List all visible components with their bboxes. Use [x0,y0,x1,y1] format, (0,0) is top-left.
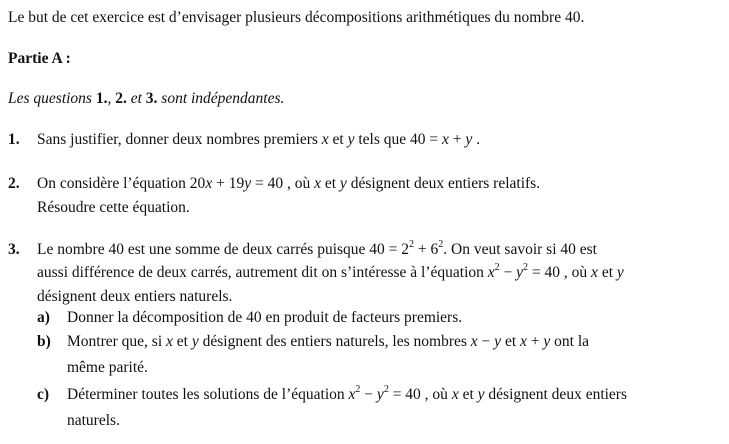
independence-note: Les questions 1., 2. et 3. sont indépendantes. [8,90,285,107]
question-3-line-2: aussi différence de deux carrés, autrement dit on s’intéresse à l’équation $x^2 - y^2 = 40$ , où x et y [37,262,624,281]
question-2-number: 2. [8,175,20,192]
question-3-line-3: désignent deux entiers naturels. [37,288,233,305]
question-1-number: 1. [8,131,20,148]
question-3c-line-1: Déterminer toutes les solutions de l’équation $x^2 - y^2 = 40$ , où x et y désignent deux entiers [67,384,628,403]
question-3c-label: c) [37,386,50,403]
question-3-number: 3. [8,241,20,258]
question-1-text: Sans justifier, donner deux nombres premiers x et y tels que 40 = x + y . [37,131,481,148]
question-3a-text: Donner la décomposition de 40 en produit de facteurs premiers. [67,309,463,326]
question-2-line-1: On considère l’équation 20x + 19y = 40 , où x et y désignent deux entiers relatifs. [37,175,541,192]
question-3b-label: b) [37,333,51,350]
question-3c-line-2: naturels. [67,412,120,429]
question-3a-label: a) [37,309,50,326]
question-3b-line-2: même parité. [67,359,148,376]
question-3b-line-1: Montrer que, si x et y désignent des entiers naturels, les nombres x − y et x + y ont la [67,333,590,350]
partie-title: Partie A : [8,50,71,67]
intro-text: Le but de cet exercice est d’envisager plusieurs décompositions arithmétiques du nombre 40. [8,9,585,26]
question-3-line-1: Le nombre 40 est une somme de deux carrés puisque $40 = 2^2 + 6^2$. On veut savoir si 40 est [37,239,597,258]
question-2-line-2: Résoudre cette équation. [37,199,190,216]
